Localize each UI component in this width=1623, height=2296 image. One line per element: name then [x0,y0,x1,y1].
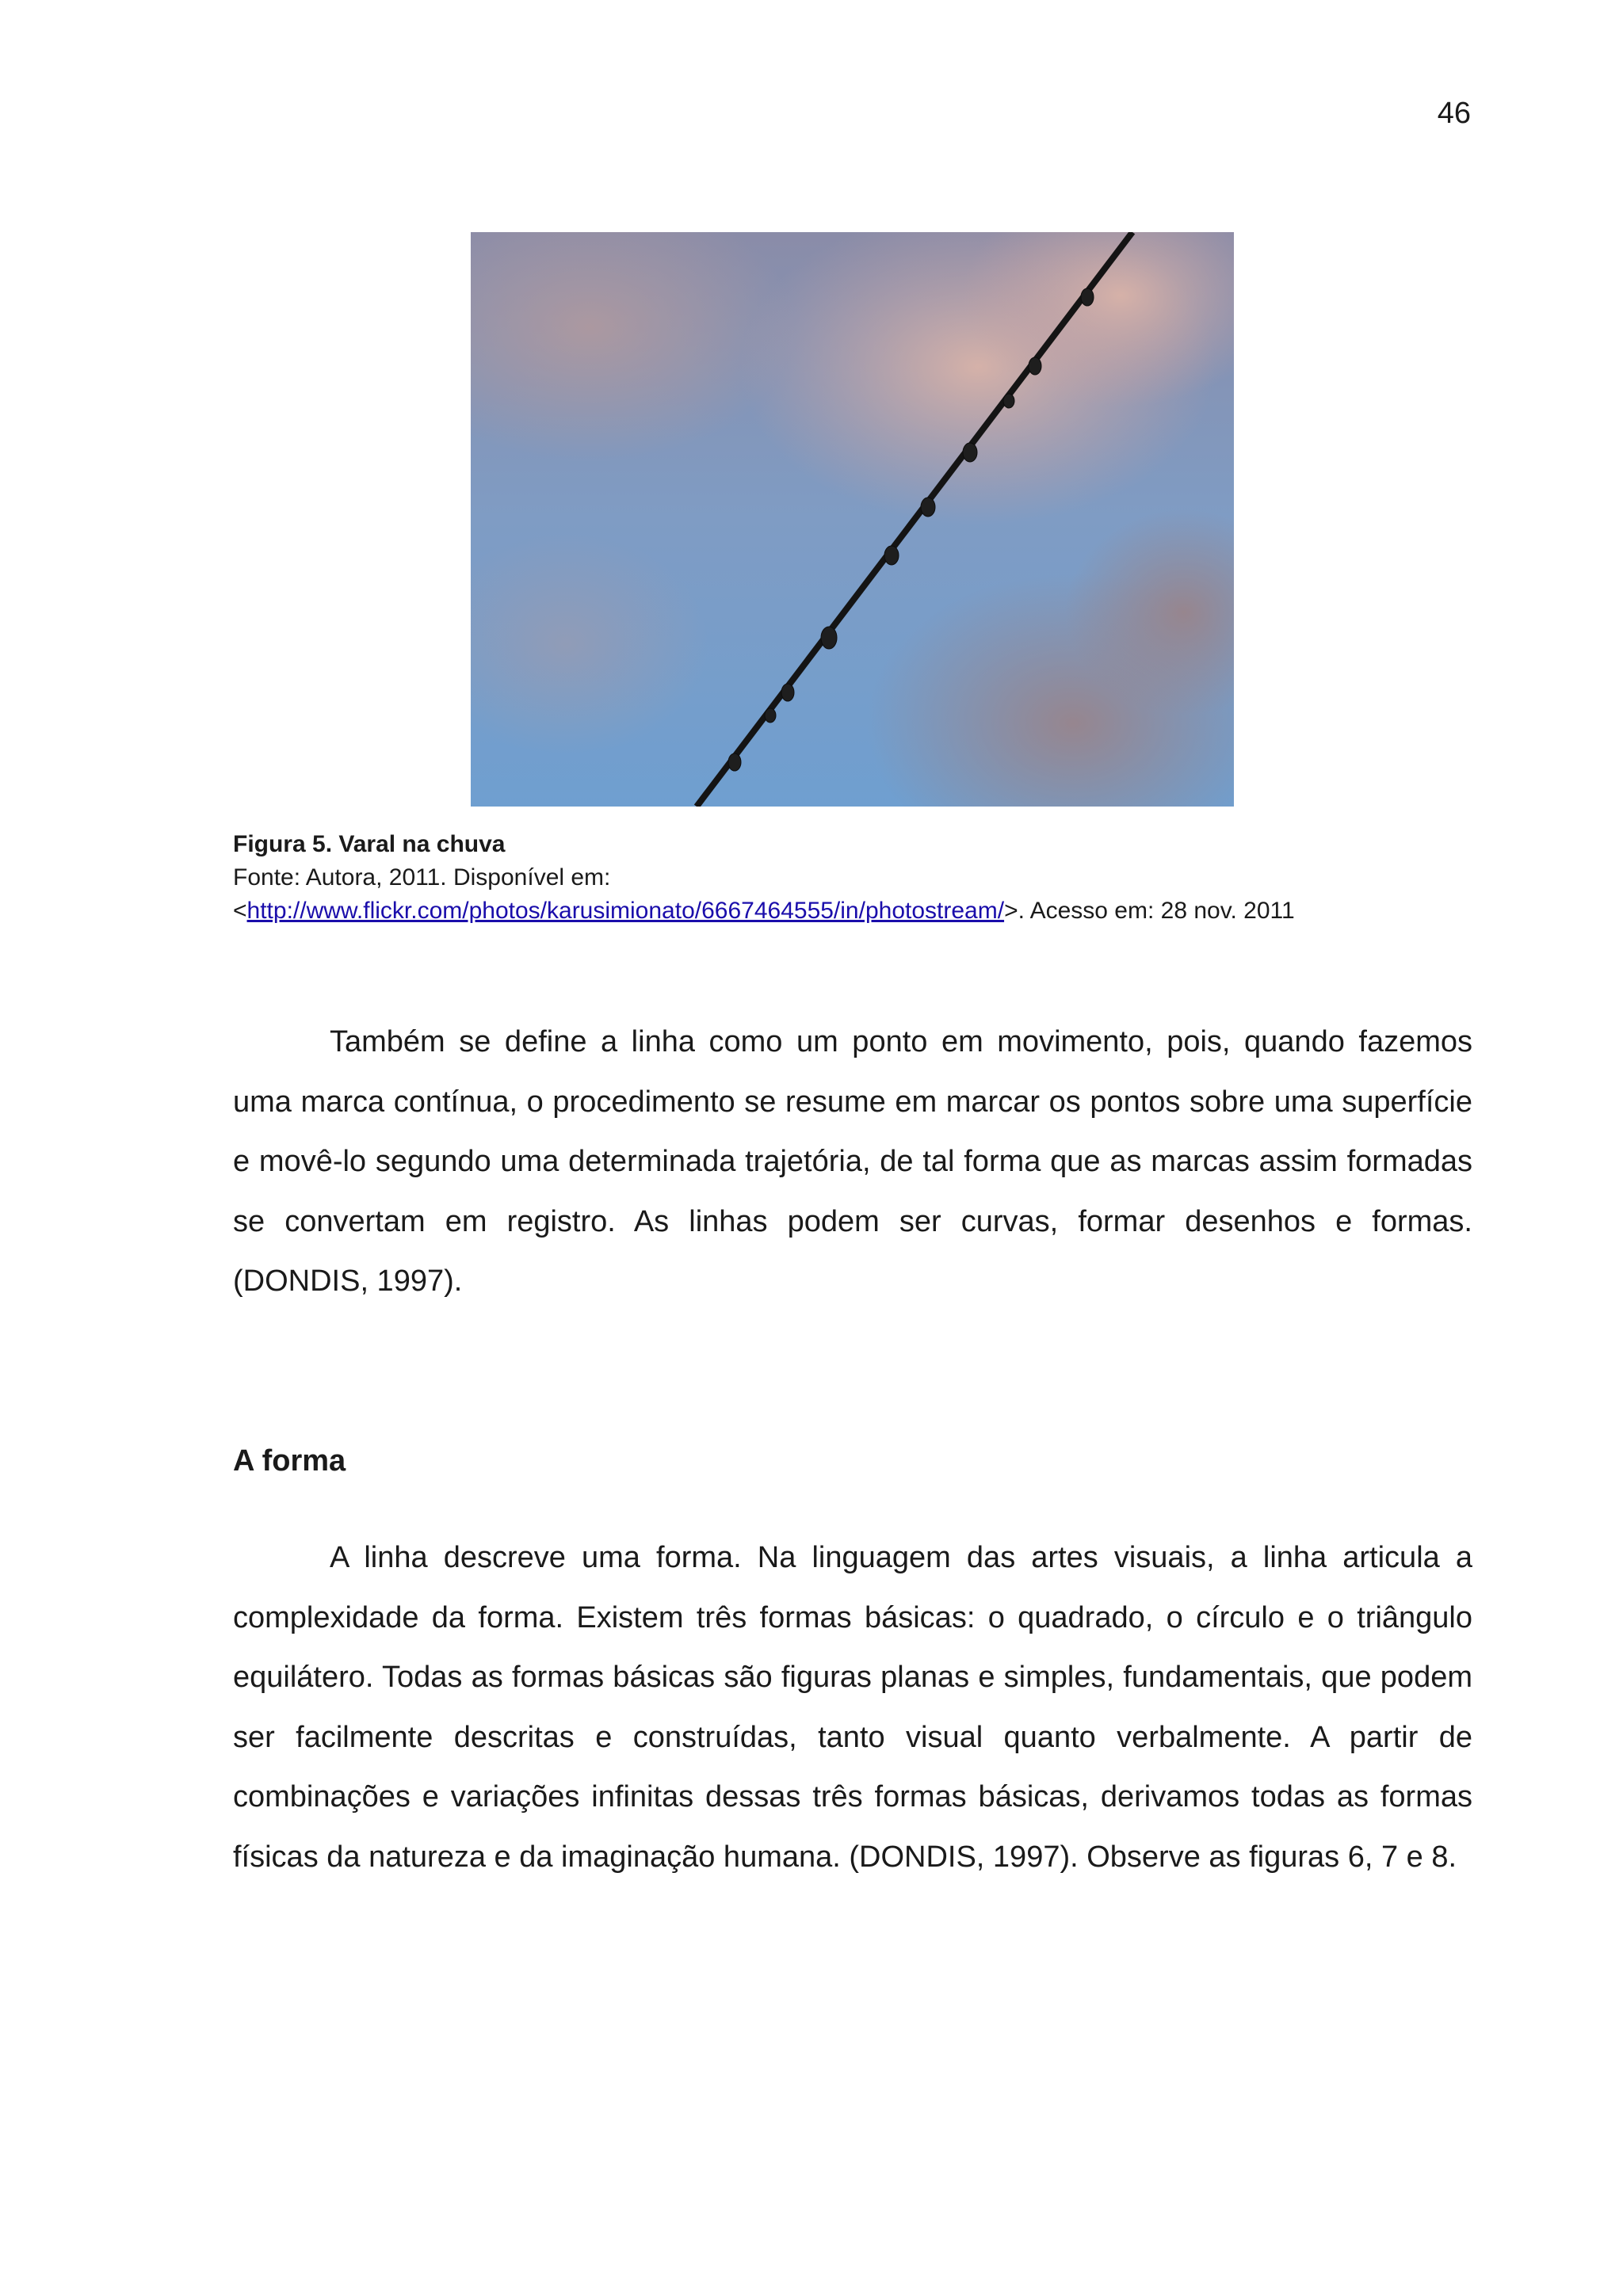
paragraph-line-definition [233,1013,1472,1312]
section-heading: A forma [233,1444,346,1478]
paragraph-form [233,1528,1472,1887]
figure-title: Figura 5. Varal na chuva [233,831,506,857]
link-open: < [233,898,247,924]
figure-caption [233,828,1501,928]
clothesline-rain-photo [471,232,1234,807]
figure-photo [471,232,1234,807]
paragraph-1-text: Também se define a linha como um ponto em movimento, pois, quando fazemos uma marca contínua, o procedimento se resume em marcar os pontos sobre uma superfície e movê-lo segundo uma determinada trajetória, de tal forma que as marcas assim formadas se convertam em registro. As linhas podem ser curvas, formar desenhos e formas. (DONDIS, 1997). [233,1025,1472,1298]
figure-source: Fonte: Autora, 2011. Disponível em: [233,864,611,891]
page-number: 46 [1437,97,1471,130]
access-date: >. Acesso em: 28 nov. 2011 [1004,898,1295,924]
paragraph-2-text: A linha descreve uma forma. Na linguagem das artes visuais, a linha articula a complexidade da forma. Existem três formas básicas: o quadrado, o círculo e o triângulo equilátero. Todas as formas básicas são figuras planas e simples, fundamentais, que podem ser facilmente descritas e construídas, tanto visual quanto verbalmente. A partir de combinações e variações infinitas dessas três formas básicas, derivamos todas as formas físicas da natureza e da imaginação humana. (DONDIS, 1997). Observe as figuras 6, 7 e 8. [233,1541,1472,1874]
source-link[interactable]: http://www.flickr.com/photos/karusimionato/6667464555/in/photostream/ [246,898,1005,924]
figure-link-line [233,894,1501,928]
